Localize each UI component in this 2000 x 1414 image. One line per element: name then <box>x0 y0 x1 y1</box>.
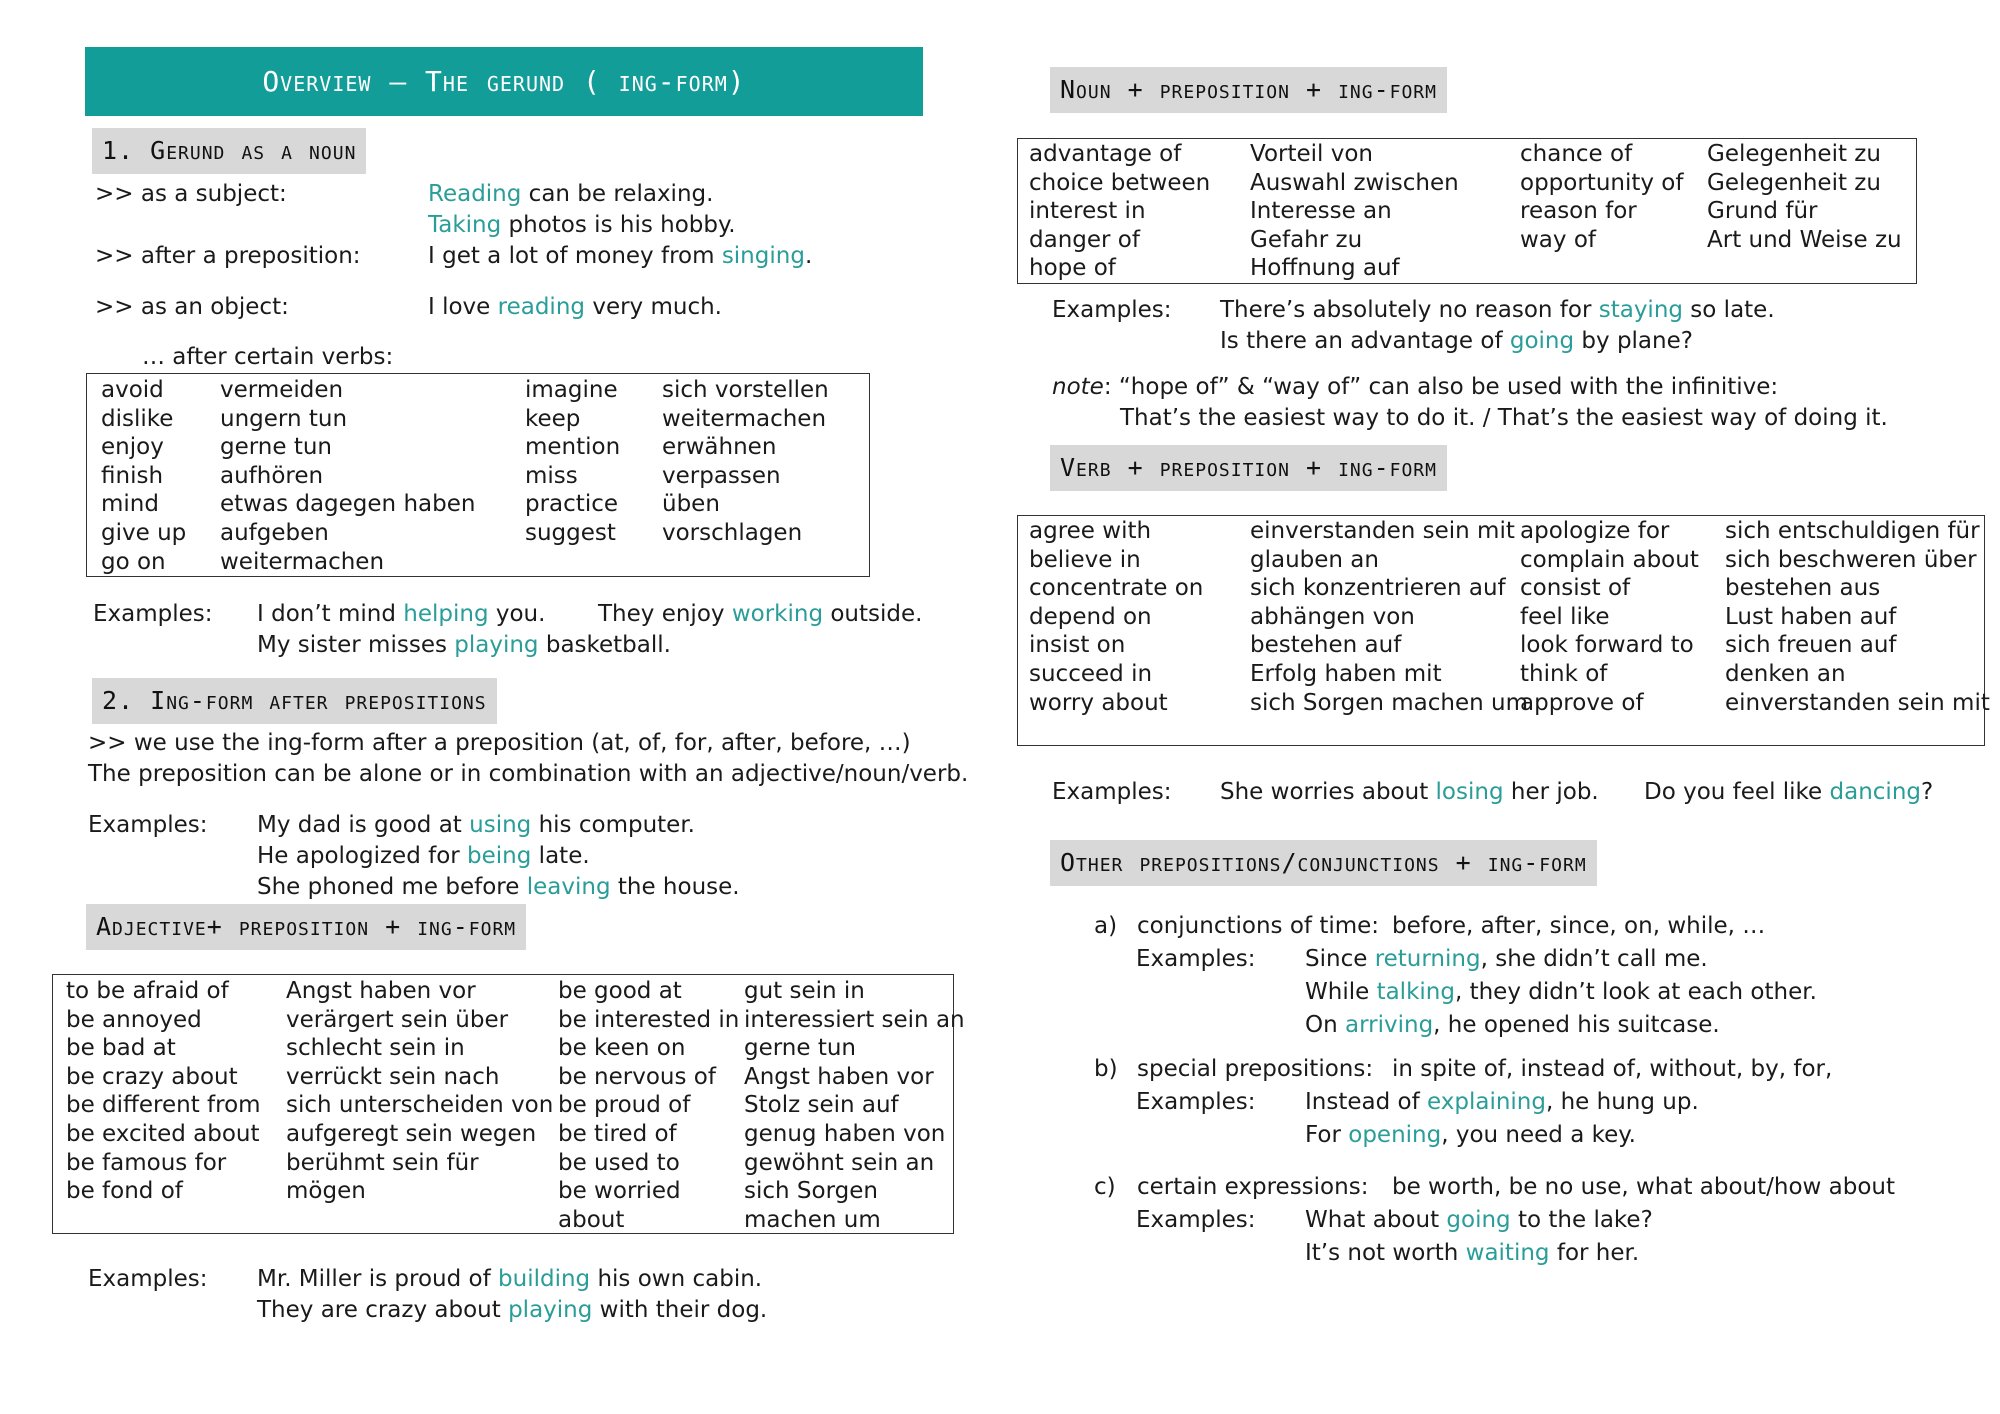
noun-table <box>1017 138 1917 284</box>
s2-example-2 <box>257 842 590 871</box>
table-cell: gewöhnt sein an <box>744 1149 935 1176</box>
table-cell: weitermachen <box>220 548 385 575</box>
table-cell: gerne tun <box>220 434 333 461</box>
item-c-examples-label: Examples: <box>1136 1207 1256 1233</box>
s1-example-2 <box>598 600 922 629</box>
table-cell: be different from <box>66 1092 261 1119</box>
item-b-examples-label: Examples: <box>1136 1089 1256 1115</box>
table-cell: bestehen auf <box>1250 632 1402 659</box>
table-cell: suggest <box>525 519 616 546</box>
table-cell: sich Sorgen machen um <box>1250 689 1529 716</box>
s1-label-subject: >> as a subject: <box>95 181 287 207</box>
text-segment: She worries about <box>1220 779 1436 805</box>
table-cell: insist on <box>1029 632 1126 659</box>
text-segment: her job. <box>1503 779 1599 805</box>
item-a-marker: a) <box>1094 913 1118 939</box>
s2-line-2: The preposition can be alone or in combination with an adjective/noun/verb. <box>88 761 969 787</box>
gerund-highlight: staying <box>1598 297 1683 323</box>
table-cell: be keen on <box>558 1035 686 1062</box>
s1-label-object: >> as an object: <box>95 294 289 320</box>
text-segment: Instead of <box>1305 1089 1427 1115</box>
verb-example-2 <box>1644 778 1933 807</box>
text-segment: , you need a key. <box>1441 1122 1636 1148</box>
note-text: : “hope of” & “way of” can also be used with the infinitive: <box>1103 374 1779 400</box>
table-cell: be nervous of <box>558 1063 716 1090</box>
table-cell: einverstanden sein mit <box>1250 518 1515 544</box>
table-cell: be good at <box>558 978 682 1004</box>
text-segment: his computer. <box>531 812 695 838</box>
table-cell: mention <box>525 434 621 461</box>
table-cell: concentrate on <box>1029 575 1204 602</box>
table-cell: be fond of <box>66 1178 183 1205</box>
table-cell: Gelegenheit zu <box>1707 169 1881 196</box>
verb-table <box>1017 515 1990 746</box>
table-cell: verrückt sein nach <box>286 1063 500 1090</box>
text-segment: , he hung up. <box>1545 1089 1699 1115</box>
adjective-heading: Adjective+ preposition + ing-form <box>86 904 526 950</box>
table-cell: sich Sorgen <box>744 1178 878 1205</box>
item-b-marker: b) <box>1094 1056 1118 1082</box>
table-cell: interessiert sein an <box>744 1006 965 1033</box>
table-cell: keep <box>525 405 581 432</box>
gerund-highlight: returning <box>1374 946 1481 972</box>
table-cell: sich freuen auf <box>1725 632 1897 659</box>
verb-col-german-1 <box>1250 517 1528 717</box>
text-segment: to the lake? <box>1510 1207 1653 1233</box>
item-a-label: conjunctions of time: <box>1137 913 1380 939</box>
table-cell: finish <box>101 462 164 489</box>
verbs-table <box>86 373 870 577</box>
page-title: Overview – The gerund ( ing-form) <box>85 47 923 116</box>
table-cell: be bad at <box>66 1035 176 1062</box>
table-cell: chance of <box>1520 141 1633 167</box>
text-segment: , she didn’t call me. <box>1480 946 1708 972</box>
table-cell: gut sein in <box>744 978 865 1004</box>
text-segment: late. <box>531 843 590 869</box>
verb-col-german-2 <box>1725 517 1990 717</box>
gerund-highlight: Reading <box>428 181 522 207</box>
verb-examples-label: Examples: <box>1052 779 1172 805</box>
text-segment: They enjoy <box>598 601 732 627</box>
table-cell: about <box>558 1206 625 1233</box>
text-segment: so late. <box>1683 297 1775 323</box>
text-segment: It’s not worth <box>1305 1240 1466 1266</box>
adj-example-1 <box>257 1265 762 1294</box>
table-cell: Auswahl zwischen <box>1250 169 1459 196</box>
table-cell: be annoyed <box>66 1006 202 1033</box>
text-segment: I love <box>428 294 498 320</box>
gerund-highlight: helping <box>403 601 489 627</box>
text-segment: the house. <box>610 874 740 900</box>
noun-col-english-1 <box>1029 140 1210 283</box>
table-cell: üben <box>662 491 720 518</box>
table-cell: Angst haben vor <box>286 978 476 1004</box>
text-segment: Do you feel like <box>1644 779 1830 805</box>
table-cell: worry about <box>1029 689 1168 716</box>
table-cell: hope of <box>1029 255 1116 282</box>
table-cell: be tired of <box>558 1120 677 1147</box>
verb-col-english-1 <box>1029 517 1203 717</box>
table-cell: Art und Weise zu <box>1707 226 1902 253</box>
verbs-col-german-1 <box>220 376 475 576</box>
text-segment: very much. <box>585 294 722 320</box>
table-cell: be famous for <box>66 1149 227 1176</box>
table-cell: sich vorstellen <box>662 377 829 403</box>
item-b-example-1 <box>1305 1088 1699 1117</box>
noun-examples-label: Examples: <box>1052 297 1172 323</box>
table-cell: vermeiden <box>220 377 344 403</box>
gerund-highlight: opening <box>1348 1122 1442 1148</box>
s1-example-1 <box>257 600 545 629</box>
gerund-highlight: arriving <box>1345 1012 1434 1038</box>
table-cell: opportunity of <box>1520 169 1684 196</box>
s2-example-1 <box>257 811 695 840</box>
adj-col-english-1 <box>66 977 261 1206</box>
item-b-example-2 <box>1305 1121 1636 1150</box>
text-segment: I get a lot of money from <box>428 243 722 269</box>
table-cell: feel like <box>1520 603 1610 630</box>
section-1-heading: 1. Gerund as a noun <box>92 128 366 174</box>
table-cell: go on <box>101 548 166 575</box>
table-cell: be crazy about <box>66 1063 238 1090</box>
table-cell: glauben an <box>1250 546 1379 573</box>
text-segment: ? <box>1921 779 1934 805</box>
gerund-highlight: explaining <box>1427 1089 1546 1115</box>
text-segment: can be relaxing. <box>521 181 714 207</box>
table-cell: gerne tun <box>744 1035 857 1062</box>
s1-example-preposition <box>428 242 812 271</box>
table-cell: imagine <box>525 377 618 403</box>
text-segment: They are crazy about <box>257 1297 509 1323</box>
text-segment: you. <box>488 601 546 627</box>
verbs-col-english-2 <box>525 376 620 548</box>
gerund-highlight: talking <box>1376 979 1455 1005</box>
s1-examples-label: Examples: <box>93 601 213 627</box>
table-cell: give up <box>101 519 187 546</box>
s2-examples-label: Examples: <box>88 812 208 838</box>
gerund-highlight: using <box>469 812 532 838</box>
item-b-value: in spite of, instead of, without, by, for, <box>1392 1056 1833 1082</box>
gerund-highlight: playing <box>508 1297 593 1323</box>
s1-example-object <box>428 293 722 322</box>
text-segment: outside. <box>823 601 923 627</box>
table-cell: verärgert sein über <box>286 1006 509 1033</box>
item-a-value: before, after, since, on, while, … <box>1392 913 1766 939</box>
table-cell: consist of <box>1520 575 1631 602</box>
note-line-1 <box>1052 373 1778 402</box>
text-segment: Since <box>1305 946 1375 972</box>
table-cell: Stolz sein auf <box>744 1092 899 1119</box>
text-segment: He apologized for <box>257 843 468 869</box>
noun-example-1 <box>1220 296 1775 325</box>
table-cell: depend on <box>1029 603 1152 630</box>
s1-example-subject-2 <box>428 211 736 240</box>
table-cell: succeed in <box>1029 660 1153 687</box>
text-segment: basketball. <box>538 632 671 658</box>
verbs-col-english-1 <box>101 376 186 576</box>
table-cell: be interested in <box>558 1006 740 1033</box>
gerund-highlight: building <box>498 1266 591 1292</box>
table-cell: Angst haben vor <box>744 1063 934 1090</box>
table-cell: sich beschweren über <box>1725 546 1977 573</box>
text-segment: with their dog. <box>592 1297 768 1323</box>
noun-col-german-1 <box>1250 140 1459 283</box>
table-cell: complain about <box>1520 546 1699 573</box>
table-cell: apologize for <box>1520 518 1670 544</box>
table-cell: practice <box>525 491 618 518</box>
gerund-highlight: singing <box>721 243 805 269</box>
noun-heading: Noun + preposition + ing-form <box>1050 67 1447 113</box>
gerund-highlight: playing <box>454 632 539 658</box>
s2-example-3 <box>257 873 740 902</box>
noun-example-2 <box>1220 327 1693 356</box>
s1-after-verbs-label: … after certain verbs: <box>142 344 394 370</box>
table-cell: sich entschuldigen für <box>1725 518 1980 544</box>
table-cell: be proud of <box>558 1092 691 1119</box>
table-cell: approve of <box>1520 689 1644 716</box>
noun-col-english-2 <box>1520 140 1683 254</box>
text-segment: , they didn’t look at each other. <box>1454 979 1817 1005</box>
adjective-table <box>52 974 965 1234</box>
table-cell: to be afraid of <box>66 978 229 1004</box>
item-b-label: special prepositions: <box>1137 1056 1374 1082</box>
item-c-example-1 <box>1305 1206 1653 1235</box>
table-cell: abhängen von <box>1250 603 1415 630</box>
item-c-value: be worth, be no use, what about/how about <box>1392 1174 1896 1200</box>
table-cell: believe in <box>1029 546 1141 573</box>
s1-example-3 <box>257 631 671 660</box>
gerund-highlight: leaving <box>526 874 611 900</box>
text-segment: There’s absolutely no reason for <box>1220 297 1599 323</box>
table-cell: sich unterscheiden von <box>286 1092 554 1119</box>
verb-col-english-2 <box>1520 517 1699 717</box>
table-cell: enjoy <box>101 434 164 461</box>
adj-example-2 <box>257 1296 767 1325</box>
section-2-heading: 2. Ing-form after prepositions <box>92 678 497 724</box>
table-cell: reason for <box>1520 198 1637 225</box>
text-segment: Mr. Miller is proud of <box>257 1266 499 1292</box>
table-cell: ungern tun <box>220 405 348 432</box>
verb-example-1 <box>1220 778 1599 807</box>
table-cell: way of <box>1520 226 1596 253</box>
text-segment: What about <box>1305 1207 1447 1233</box>
s2-line-1: >> we use the ing-form after a preposition (at, of, for, after, before, …) <box>88 730 911 756</box>
table-cell: danger of <box>1029 226 1140 253</box>
table-cell: erwähnen <box>662 434 777 461</box>
table-cell: advantage of <box>1029 141 1182 167</box>
text-segment: . <box>804 243 813 269</box>
table-cell: mind <box>101 491 159 518</box>
s1-label-preposition: >> after a preposition: <box>95 243 361 269</box>
text-segment: While <box>1305 979 1377 1005</box>
gerund-highlight: reading <box>497 294 586 320</box>
item-a-example-1 <box>1305 945 1708 974</box>
table-cell: etwas dagegen haben <box>220 491 476 518</box>
table-cell: berühmt sein für <box>286 1149 479 1176</box>
text-segment: for her. <box>1549 1240 1640 1266</box>
table-cell: vorschlagen <box>662 519 803 546</box>
table-cell: avoid <box>101 377 164 403</box>
text-segment: My dad is good at <box>257 812 470 838</box>
table-cell: genug haben von <box>744 1120 946 1147</box>
table-cell: look forward to <box>1520 632 1694 659</box>
table-cell: denken an <box>1725 660 1846 687</box>
table-cell: dislike <box>101 405 174 432</box>
gerund-highlight: working <box>731 601 824 627</box>
table-cell: verpassen <box>662 462 781 489</box>
adj-col-german-2 <box>744 977 965 1234</box>
text-segment: For <box>1305 1122 1349 1148</box>
verb-heading: Verb + preposition + ing-form <box>1050 445 1447 491</box>
table-cell: Interesse an <box>1250 198 1392 225</box>
table-cell: aufhören <box>220 462 324 489</box>
gerund-highlight: going <box>1446 1207 1511 1233</box>
table-cell: Lust haben auf <box>1725 603 1897 630</box>
table-cell: Gelegenheit zu <box>1707 141 1881 167</box>
verbs-col-german-2 <box>662 376 829 548</box>
table-cell: aufgeregt sein wegen <box>286 1120 537 1147</box>
item-c-label: certain expressions: <box>1137 1174 1369 1200</box>
text-segment: I don’t mind <box>257 601 404 627</box>
other-heading: Other prepositions/conjunctions + ing-form <box>1050 840 1597 886</box>
table-cell: Grund für <box>1707 198 1818 225</box>
text-segment: My sister misses <box>257 632 455 658</box>
table-cell: sich konzentrieren auf <box>1250 575 1506 602</box>
text-segment: She phoned me before <box>257 874 527 900</box>
gerund-highlight: waiting <box>1465 1240 1550 1266</box>
table-cell: be used to <box>558 1149 680 1176</box>
gerund-highlight: being <box>467 843 532 869</box>
item-a-example-2 <box>1305 978 1817 1007</box>
text-segment: On <box>1305 1012 1345 1038</box>
item-c-example-2 <box>1305 1239 1639 1268</box>
table-cell: choice between <box>1029 169 1211 196</box>
text-segment: by plane? <box>1574 328 1693 354</box>
text-segment: Is there an advantage of <box>1220 328 1510 354</box>
item-a-examples-label: Examples: <box>1136 946 1256 972</box>
item-c-marker: c) <box>1094 1174 1116 1200</box>
table-cell: think of <box>1520 660 1608 687</box>
table-cell: Erfolg haben mit <box>1250 660 1442 687</box>
gerund-highlight: dancing <box>1829 779 1921 805</box>
table-cell: Hoffnung auf <box>1250 255 1400 282</box>
table-cell: mögen <box>286 1178 366 1205</box>
text-segment: , he opened his suitcase. <box>1433 1012 1720 1038</box>
table-cell: Vorteil von <box>1250 141 1373 167</box>
table-cell: Gefahr zu <box>1250 226 1363 253</box>
s1-example-subject-1 <box>428 180 713 209</box>
noun-col-german-2 <box>1707 140 1902 254</box>
text-segment: his own cabin. <box>590 1266 763 1292</box>
table-cell: be excited about <box>66 1120 260 1147</box>
gerund-highlight: losing <box>1435 779 1504 805</box>
adj-examples-label: Examples: <box>88 1266 208 1292</box>
note-line-2: That’s the easiest way to do it. / That’s the easiest way of doing it. <box>1120 405 1888 431</box>
table-cell: schlecht sein in <box>286 1035 465 1062</box>
table-cell: bestehen aus <box>1725 575 1881 602</box>
table-cell: einverstanden sein mit <box>1725 689 1990 716</box>
gerund-highlight: Taking <box>428 212 502 238</box>
table-cell: machen um <box>744 1206 881 1233</box>
table-cell: weitermachen <box>662 405 827 432</box>
gerund-highlight: going <box>1509 328 1575 354</box>
table-cell: interest in <box>1029 198 1146 225</box>
table-cell: agree with <box>1029 518 1152 544</box>
note-label: note <box>1052 374 1104 400</box>
table-cell: miss <box>525 462 578 489</box>
item-a-example-3 <box>1305 1011 1720 1040</box>
table-cell: aufgeben <box>220 519 329 546</box>
adj-col-english-2 <box>558 977 739 1234</box>
text-segment: photos is his hobby. <box>501 212 736 238</box>
adj-col-german-1 <box>286 977 553 1206</box>
table-cell: be worried <box>558 1178 681 1205</box>
